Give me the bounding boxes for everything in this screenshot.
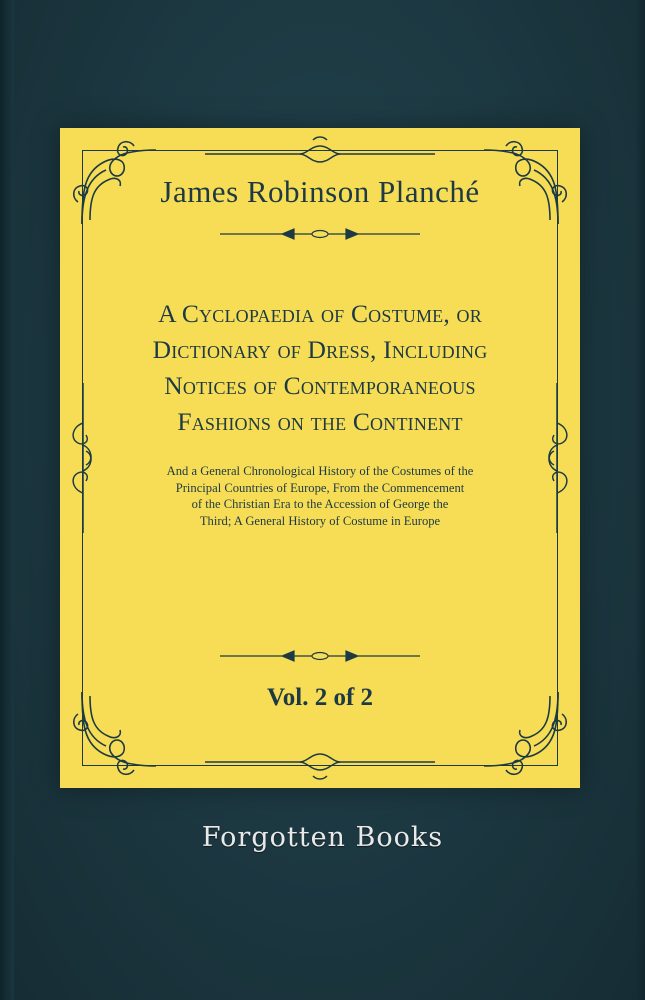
subtitle-line: Principal Countries of Europe, From the Commencement	[175, 480, 465, 495]
author-name: James Robinson Planché	[160, 174, 480, 209]
title-line: A Cyclopaedia of Costume, or	[158, 299, 482, 328]
divider-ornament-icon	[220, 648, 420, 664]
divider-ornament-icon	[220, 226, 420, 242]
book-title	[94, 296, 546, 440]
top-ornament-icon	[205, 134, 435, 168]
subtitle-line: of the Christian Era to the Accession of George the	[191, 497, 449, 511]
title-line: Notices of Contemporaneous	[164, 371, 476, 400]
title-line: Dictionary of Dress, Including	[152, 335, 488, 364]
side-ornament-icon	[542, 383, 572, 533]
bottom-ornament-icon	[205, 748, 435, 782]
volume-label: Vol. 2 of 2	[266, 684, 374, 711]
subtitle-line: Third; A General History of Costume in Europe	[199, 513, 441, 528]
title-line: Fashions on the Continent	[177, 407, 463, 436]
cover-panel	[60, 128, 580, 788]
publisher-logo: Forgotten Books	[201, 822, 444, 853]
panel-inner-border	[82, 150, 558, 766]
subtitle-line: And a General Chronological History of the Costumes of the	[166, 464, 474, 478]
book-subtitle	[122, 463, 518, 529]
